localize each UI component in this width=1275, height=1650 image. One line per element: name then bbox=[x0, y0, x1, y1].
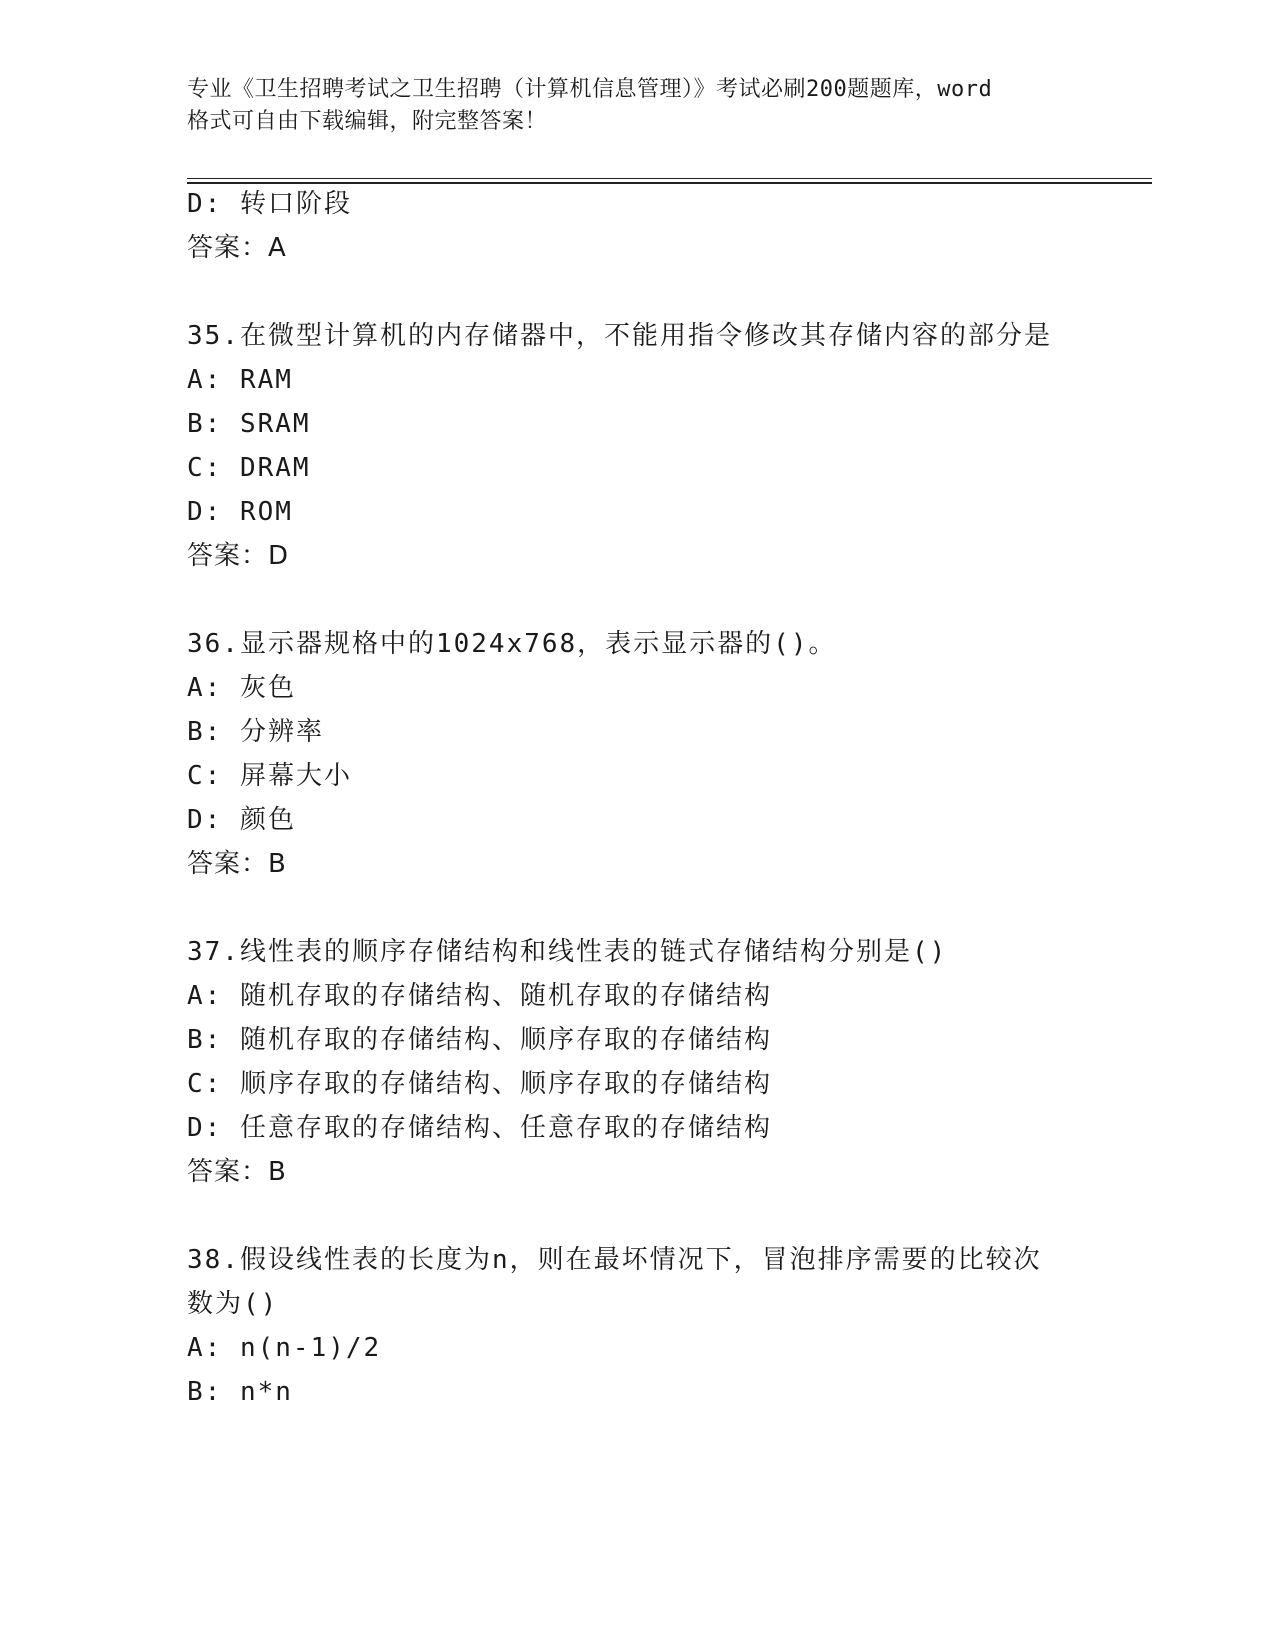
header-divider-thin bbox=[187, 178, 1152, 179]
header-line-2: 格式可自由下载编辑，附完整答案！ bbox=[187, 109, 548, 134]
question-36-option-b: B: 分辨率 bbox=[187, 717, 324, 747]
question-36-stem: 36.显示器规格中的1024x768，表示显示器的()。 bbox=[187, 629, 837, 659]
header-line-1: 专业《卫生招聘考试之卫生招聘（计算机信息管理）》考试必刷200题题库，word bbox=[187, 77, 993, 102]
document-header bbox=[187, 74, 1087, 138]
question-35-option-b: B: SRAM bbox=[187, 409, 311, 439]
question-35-option-d: D: ROM bbox=[187, 497, 293, 527]
question-36-option-c: C: 屏幕大小 bbox=[187, 761, 352, 791]
question-35-answer: 答案：D bbox=[187, 541, 290, 571]
question-38-stem-line-1: 38.假设线性表的长度为n，则在最坏情况下，冒泡排序需要的比较次 bbox=[187, 1245, 1042, 1275]
question-37-option-c: C: 顺序存取的存储结构、顺序存取的存储结构 bbox=[187, 1069, 772, 1099]
question-38-stem-line-2: 数为() bbox=[187, 1289, 279, 1319]
question-36-option-d: D: 颜色 bbox=[187, 805, 296, 835]
question-36-option-a: A: 灰色 bbox=[187, 673, 296, 703]
question-35-stem: 35.在微型计算机的内存储器中，不能用指令修改其存储内容的部分是 bbox=[187, 321, 1052, 351]
question-37-answer: 答案：B bbox=[187, 1157, 287, 1187]
prev-answer: 答案：A bbox=[187, 233, 287, 263]
header-divider-thick bbox=[187, 182, 1152, 184]
question-37-stem: 37.线性表的顺序存储结构和线性表的链式存储结构分别是() bbox=[187, 937, 948, 967]
question-35-option-c: C: DRAM bbox=[187, 453, 311, 483]
question-38-option-b: B: n*n bbox=[187, 1377, 293, 1407]
question-37-option-b: B: 随机存取的存储结构、顺序存取的存储结构 bbox=[187, 1025, 772, 1055]
question-37-option-d: D: 任意存取的存储结构、任意存取的存储结构 bbox=[187, 1113, 772, 1143]
question-38-option-a: A: n(n-1)/2 bbox=[187, 1333, 382, 1363]
question-37-option-a: A: 随机存取的存储结构、随机存取的存储结构 bbox=[187, 981, 772, 1011]
prev-option-d: D: 转口阶段 bbox=[187, 189, 352, 219]
question-36-answer: 答案：B bbox=[187, 849, 287, 879]
question-35-option-a: A: RAM bbox=[187, 365, 293, 395]
